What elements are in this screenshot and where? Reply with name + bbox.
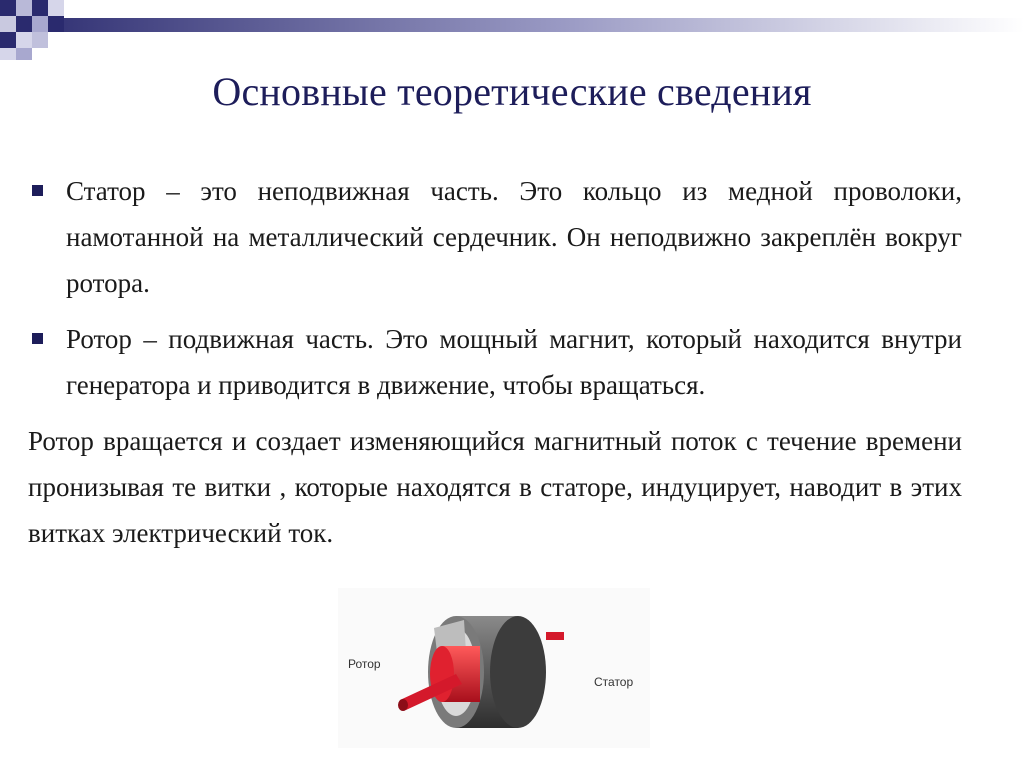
- bullet-text: Ротор – подвижная часть. Это мощный магнит, который находится внутри генератора и приводится в движение, чтобы вращаться.: [66, 324, 962, 400]
- generator-diagram: [338, 588, 650, 748]
- bullet-item-stator: [28, 168, 962, 306]
- bullet-item-rotor: [28, 316, 962, 408]
- page-title: Основные теоретические сведения: [212, 69, 812, 114]
- content-body: [28, 168, 962, 556]
- explanation-paragraph: Ротор вращается и создает изменяющийся магнитный поток с течение времени пронизывая те витки , которые находятся в статоре, индуцирует, наводит в этих витках электрический ток.: [28, 426, 962, 548]
- header-decoration: [0, 0, 1024, 60]
- square-bullet-icon: [32, 185, 43, 196]
- bullet-text: Статор – это неподвижная часть. Это кольцо из медной проволоки, намотанной на металлический сердечник. Он неподвижно закреплён вокруг ротора.: [66, 176, 962, 298]
- square-bullet-icon: [32, 333, 43, 344]
- rotor-label: Ротор: [348, 657, 381, 671]
- stator-label: Статор: [594, 675, 634, 689]
